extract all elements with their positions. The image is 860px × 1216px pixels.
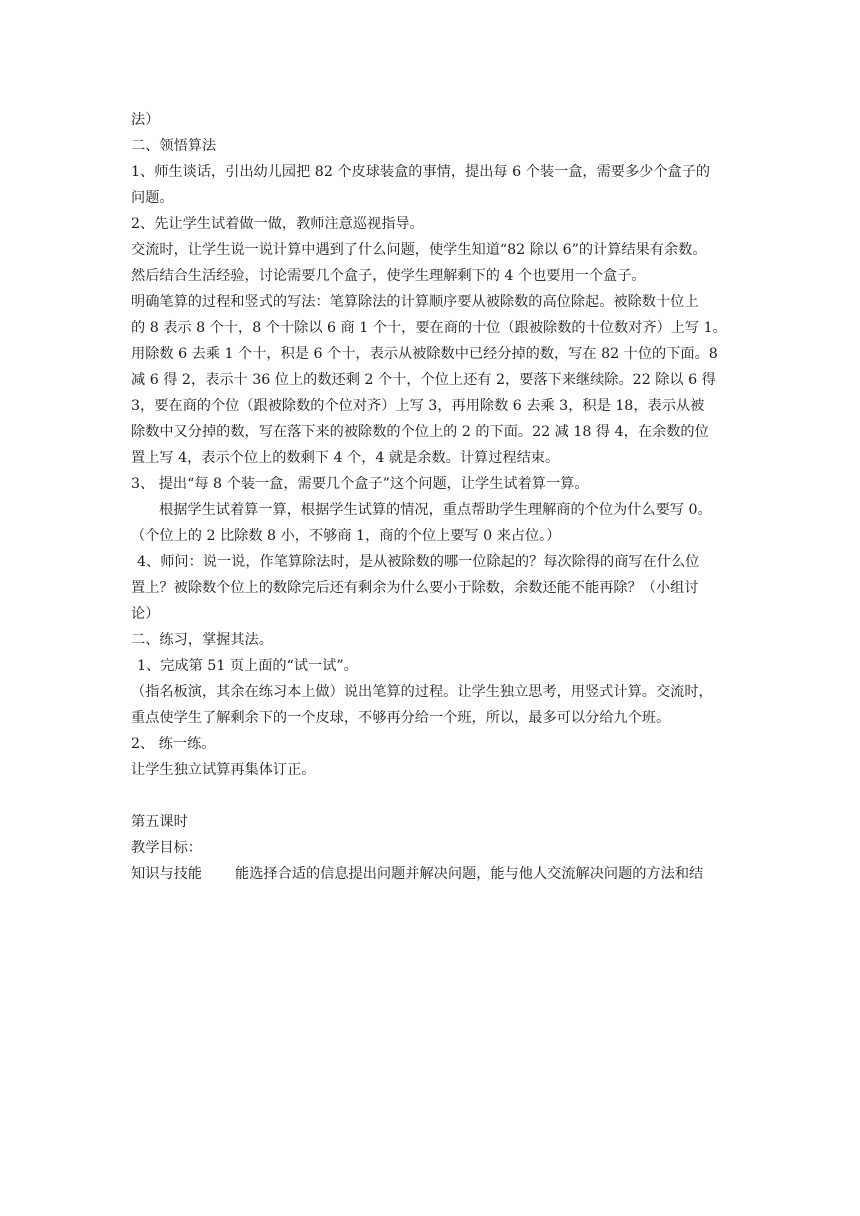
- text-line: 1、完成第 51 页上面的“试一试”。: [137, 658, 358, 674]
- text-line: （个位上的 2 比除数 8 小，不够商 1，商的个位上要写 0 来占位。）: [131, 528, 561, 544]
- section-heading: 教学目标：: [131, 840, 202, 856]
- text-line: 根据学生试着算一算，根据学生试算的情况，重点帮助学生理解商的个位为什么要写 0。: [159, 502, 712, 518]
- lesson-title: 第五课时: [131, 814, 188, 830]
- text-line: （指名板演，其余在练习本上做）说出笔算的过程。让学生独立思考，用竖式计算。交流时，: [131, 684, 713, 700]
- text-line: 2、 练一练。: [131, 736, 216, 752]
- blank-line: [131, 783, 731, 809]
- text-line: 4、师问：说一说，作笔算除法时，是从被除数的哪一位除起的？每次除得的商写在什么位: [137, 554, 700, 570]
- section-heading: 二、练习，掌握其法。: [131, 632, 273, 648]
- text-line: 3，要在商的个位（跟被除数的个位对齐）上写 3，再用除数 6 去乘 3，积是 18，表示从被: [131, 398, 705, 414]
- text-line: 然后结合生活经验，讨论需要几个盒子，使学生理解剩下的 4 个也要用一个盒子。: [131, 268, 646, 284]
- text-line: 3、 提出“每 8 个装一盒，需要几个盒子”这个问题，让学生试着算一算。: [131, 476, 589, 492]
- text-line: 置上？被除数个位上的数除完后还有剩余为什么要小于除数，余数还能不能再除？（小组讨: [131, 580, 699, 596]
- text-line: 论）: [131, 606, 160, 622]
- text-line: 除数中又分掉的数，写在落下来的被除数的个位上的 2 的下面。22 减 18 得 4，在余数的位: [131, 424, 709, 440]
- text-line: 置上写 4，表示个位上的数剩下 4 个，4 就是余数。计算过程结束。: [131, 450, 560, 466]
- text-line: 2、先让学生试着做一做，教师注意巡视指导。: [131, 216, 424, 232]
- text-line: 减 6 得 2，表示十 36 位上的数还剩 2 个十，个位上还有 2，要落下来继续除。22 除以 6 得: [131, 372, 716, 388]
- text-line: 的 8 表示 8 个十，8 个十除以 6 商 1 个十，要在商的十位（跟被除数的十位数对齐）上写 1。: [131, 320, 727, 336]
- text-line: 用除数 6 去乘 1 个十，积是 6 个十，表示从被除数中已经分掉的数，写在 82 十位的下面。8: [131, 346, 718, 362]
- text-line: 法）: [131, 112, 160, 128]
- text-line: 重点使学生了解剩余下的一个皮球，不够再分给一个班，所以，最多可以分给九个班。: [131, 710, 671, 726]
- text-line: 明确笔算的过程和竖式的写法：笔算除法的计算顺序要从被除数的高位除起。被除数十位上: [131, 294, 699, 310]
- goal-label: 知识与技能: [131, 866, 202, 882]
- section-heading: 二、领悟算法: [131, 138, 217, 154]
- text-line: 问题。: [131, 190, 174, 206]
- text-line: 让学生独立试算再集体订正。: [131, 762, 316, 778]
- text-line: 1、师生谈话，引出幼儿园把 82 个皮球装盒的事情，提出每 6 个装一盒，需要多少个盒子的: [131, 164, 711, 180]
- text-line: 交流时，让学生说一说计算中遇到了什么问题，使学生知道“82 除以 6”的计算结果有余数。: [131, 242, 707, 258]
- document-body: [131, 107, 731, 887]
- goal-text: 能选择合适的信息提出问题并解决问题，能与他人交流解决问题的方法和结: [235, 866, 704, 882]
- text-line: [131, 861, 731, 887]
